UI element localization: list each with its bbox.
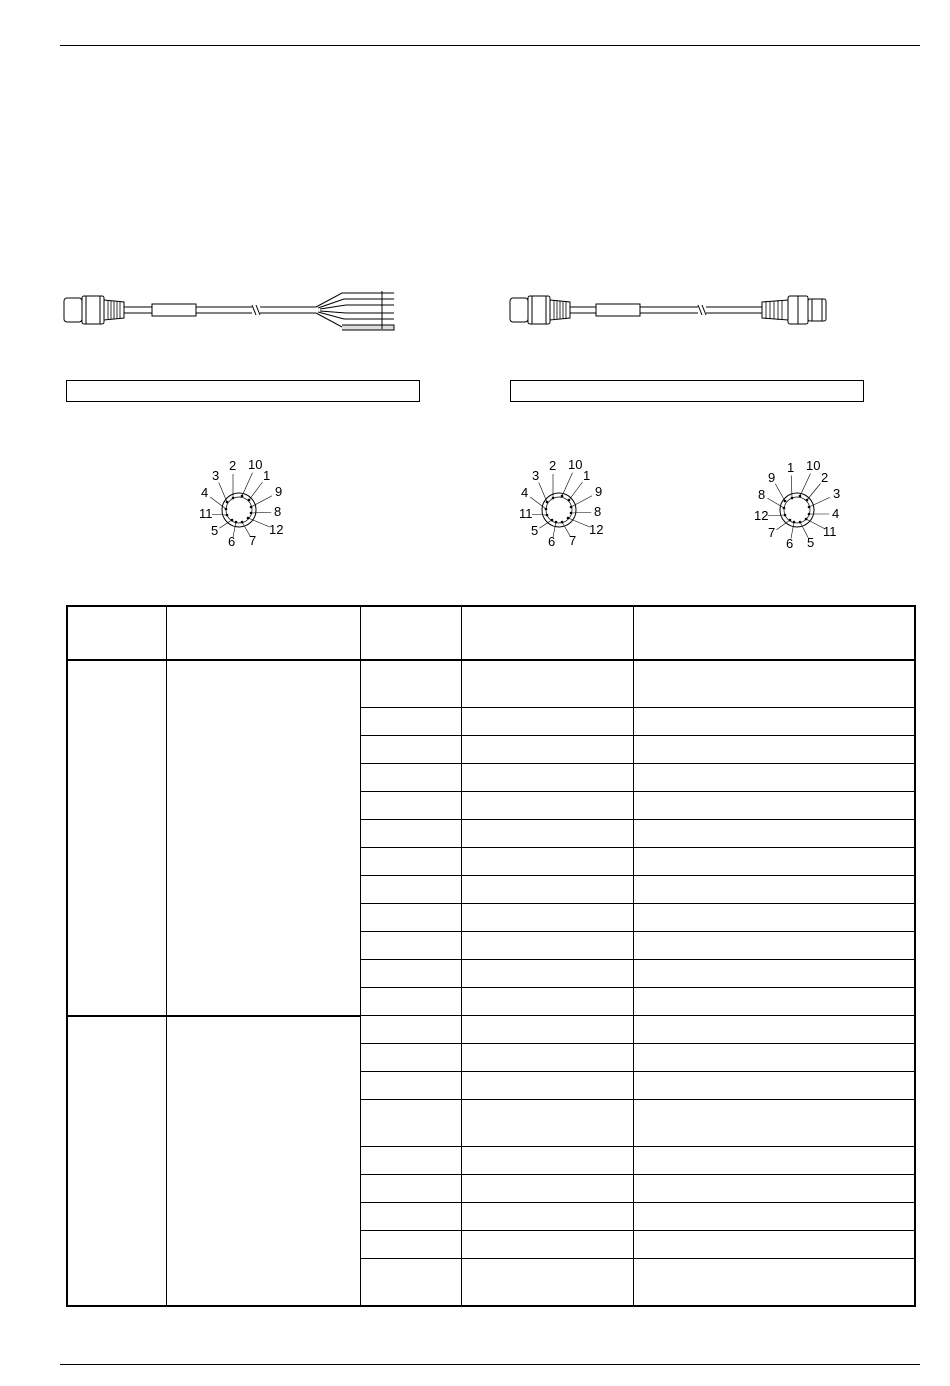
- connector-outline: [542, 493, 576, 527]
- table-cell-pin: [360, 820, 461, 848]
- pin-number-label: 2: [549, 458, 557, 473]
- pin-leader-line: [242, 473, 253, 496]
- table-cell-pin: [360, 1100, 461, 1147]
- pin-number-label: 5: [531, 523, 539, 538]
- table-cell-description: [633, 932, 915, 960]
- pin-number-label: 3: [833, 486, 841, 501]
- table-cell-signal: [461, 1072, 633, 1100]
- pin-leader-line: [791, 476, 792, 499]
- connector-3-pinout: [754, 458, 864, 558]
- table-cell-signal: [461, 848, 633, 876]
- header-rule: [60, 45, 920, 46]
- pin-leader-line: [251, 512, 271, 513]
- pin-number-label: 6: [786, 536, 794, 551]
- table-cell-description: [633, 904, 915, 932]
- table-cell-description: [633, 1147, 915, 1175]
- pin-number-label: 1: [787, 460, 795, 475]
- table-cell-signal: [461, 1044, 633, 1072]
- table-cell-signal: [461, 1203, 633, 1231]
- pin-number-label: 7: [249, 533, 257, 548]
- pin-number-label: 11: [199, 506, 213, 521]
- table-header-cell: [461, 606, 633, 660]
- table-cell-signal: [461, 876, 633, 904]
- connector-2-pinout: [516, 458, 626, 558]
- pin-number-label: 12: [589, 522, 604, 537]
- pin-leader-line: [248, 518, 270, 527]
- pin-number-label: 5: [807, 535, 815, 550]
- table-cell-description: [633, 736, 915, 764]
- table-header-row: [67, 606, 915, 660]
- table-cell-pin: [360, 1231, 461, 1259]
- table-cell-pin: [360, 904, 461, 932]
- pin-number-label: 9: [768, 470, 776, 485]
- pin-leader-line: [539, 483, 547, 503]
- pin-leader-line: [219, 483, 227, 503]
- table-cell-description: [633, 988, 915, 1016]
- pin-number-label: 12: [754, 508, 769, 523]
- table-row: [67, 1016, 915, 1044]
- pin-leader-line: [800, 474, 811, 497]
- pin-leader-line: [562, 473, 573, 496]
- pin-number-label: 8: [594, 504, 602, 519]
- group-description-cell: [166, 660, 360, 1016]
- pin-number-label: 6: [228, 534, 236, 549]
- pin-number-label: 8: [758, 487, 766, 502]
- table-cell-description: [633, 1016, 915, 1044]
- table-cell-description: [633, 820, 915, 848]
- table-cell-pin: [360, 848, 461, 876]
- pin-number-label: 1: [263, 468, 271, 483]
- table-cell-signal: [461, 988, 633, 1016]
- table-cell-pin: [360, 1259, 461, 1307]
- table-cell-pin: [360, 1016, 461, 1044]
- pin-leader-line: [212, 514, 227, 515]
- pin-leader-line: [775, 484, 785, 501]
- table-cell-description: [633, 1203, 915, 1231]
- table-cell-description: [633, 960, 915, 988]
- pin-number-label: 3: [532, 468, 540, 483]
- pin-number-label: 1: [583, 468, 591, 483]
- table-cell-signal: [461, 820, 633, 848]
- pin-number-label: 8: [274, 504, 282, 519]
- table-cell-signal: [461, 1175, 633, 1203]
- table-cell-signal: [461, 932, 633, 960]
- table-cell-pin: [360, 960, 461, 988]
- table-cell-signal: [461, 1231, 633, 1259]
- table-header-cell: [360, 606, 461, 660]
- table-cell-pin: [360, 932, 461, 960]
- pin-number-label: 4: [832, 506, 840, 521]
- pin-number-label: 2: [821, 470, 829, 485]
- pin-number-label: 11: [519, 506, 533, 521]
- cable-open-ends-drawing: [62, 283, 402, 333]
- footer-rule: [60, 1364, 920, 1365]
- pin-number-label: 11: [823, 524, 837, 539]
- table-cell-description: [633, 848, 915, 876]
- pin-assignment-table: [66, 605, 916, 1307]
- table-header-cell: [166, 606, 360, 660]
- group-label-cell: [67, 660, 166, 1016]
- table-cell-description: [633, 1175, 915, 1203]
- pin-number-label: 9: [595, 484, 603, 499]
- pin-leader-line: [532, 514, 547, 515]
- pin-leader-line: [768, 515, 785, 516]
- table-cell-pin: [360, 876, 461, 904]
- connector-1-pinout: [196, 458, 306, 558]
- pin-number-label: 10: [248, 457, 263, 472]
- table-cell-pin: [360, 708, 461, 736]
- cable-open-ends-caption: [66, 380, 420, 402]
- pin-number-label: 10: [568, 457, 583, 472]
- pin-leader-line: [569, 482, 583, 500]
- table-cell-pin: [360, 988, 461, 1016]
- table-cell-description: [633, 876, 915, 904]
- pin-number-label: 7: [768, 525, 776, 540]
- pin-number-label: 5: [211, 523, 219, 538]
- pin-leader-line: [249, 482, 263, 500]
- pin-leader-line: [806, 519, 825, 529]
- table-cell-pin: [360, 1175, 461, 1203]
- table-cell-pin: [360, 792, 461, 820]
- pin-number-label: 12: [269, 522, 284, 537]
- pin-leader-line: [568, 518, 590, 527]
- table-cell-signal: [461, 764, 633, 792]
- table-cell-pin: [360, 1044, 461, 1072]
- table-cell-pin: [360, 1203, 461, 1231]
- table-cell-signal: [461, 1259, 633, 1307]
- table-cell-pin: [360, 1072, 461, 1100]
- pin-number-label: 6: [548, 534, 556, 549]
- pin-number-label: 7: [569, 533, 577, 548]
- table-cell-signal: [461, 904, 633, 932]
- cable-extension-caption: [510, 380, 864, 402]
- table-cell-signal: [461, 792, 633, 820]
- table-header-cell: [67, 606, 166, 660]
- pin-number-label: 3: [212, 468, 220, 483]
- pin-number-label: 10: [806, 458, 821, 473]
- table-cell-description: [633, 708, 915, 736]
- table-cell-signal: [461, 1016, 633, 1044]
- table-cell-description: [633, 1072, 915, 1100]
- pin-number-label: 4: [201, 485, 209, 500]
- table-cell-pin: [360, 736, 461, 764]
- table-cell-pin: [360, 660, 461, 708]
- connector-outline: [222, 493, 256, 527]
- table-cell-signal: [461, 1147, 633, 1175]
- pin-number-label: 4: [521, 485, 529, 500]
- table-cell-description: [633, 1044, 915, 1072]
- table-row: [67, 660, 915, 708]
- pin-leader-line: [807, 484, 821, 501]
- table-header-cell: [633, 606, 915, 660]
- table-cell-description: [633, 1100, 915, 1147]
- table-cell-description: [633, 764, 915, 792]
- table-cell-description: [633, 1231, 915, 1259]
- table-cell-description: [633, 660, 915, 708]
- table-cell-signal: [461, 736, 633, 764]
- table-cell-description: [633, 792, 915, 820]
- table-cell-signal: [461, 1100, 633, 1147]
- group-label-cell: [67, 1016, 166, 1307]
- table-cell-signal: [461, 708, 633, 736]
- table-cell-pin: [360, 1147, 461, 1175]
- pin-number-label: 9: [275, 484, 283, 499]
- group-description-cell: [166, 1016, 360, 1307]
- pin-number-label: 2: [229, 458, 237, 473]
- table-cell-pin: [360, 764, 461, 792]
- cable-extension-drawing: [508, 283, 848, 333]
- table-cell-description: [633, 1259, 915, 1307]
- table-cell-signal: [461, 660, 633, 708]
- pin-leader-line: [571, 512, 591, 513]
- table-cell-signal: [461, 960, 633, 988]
